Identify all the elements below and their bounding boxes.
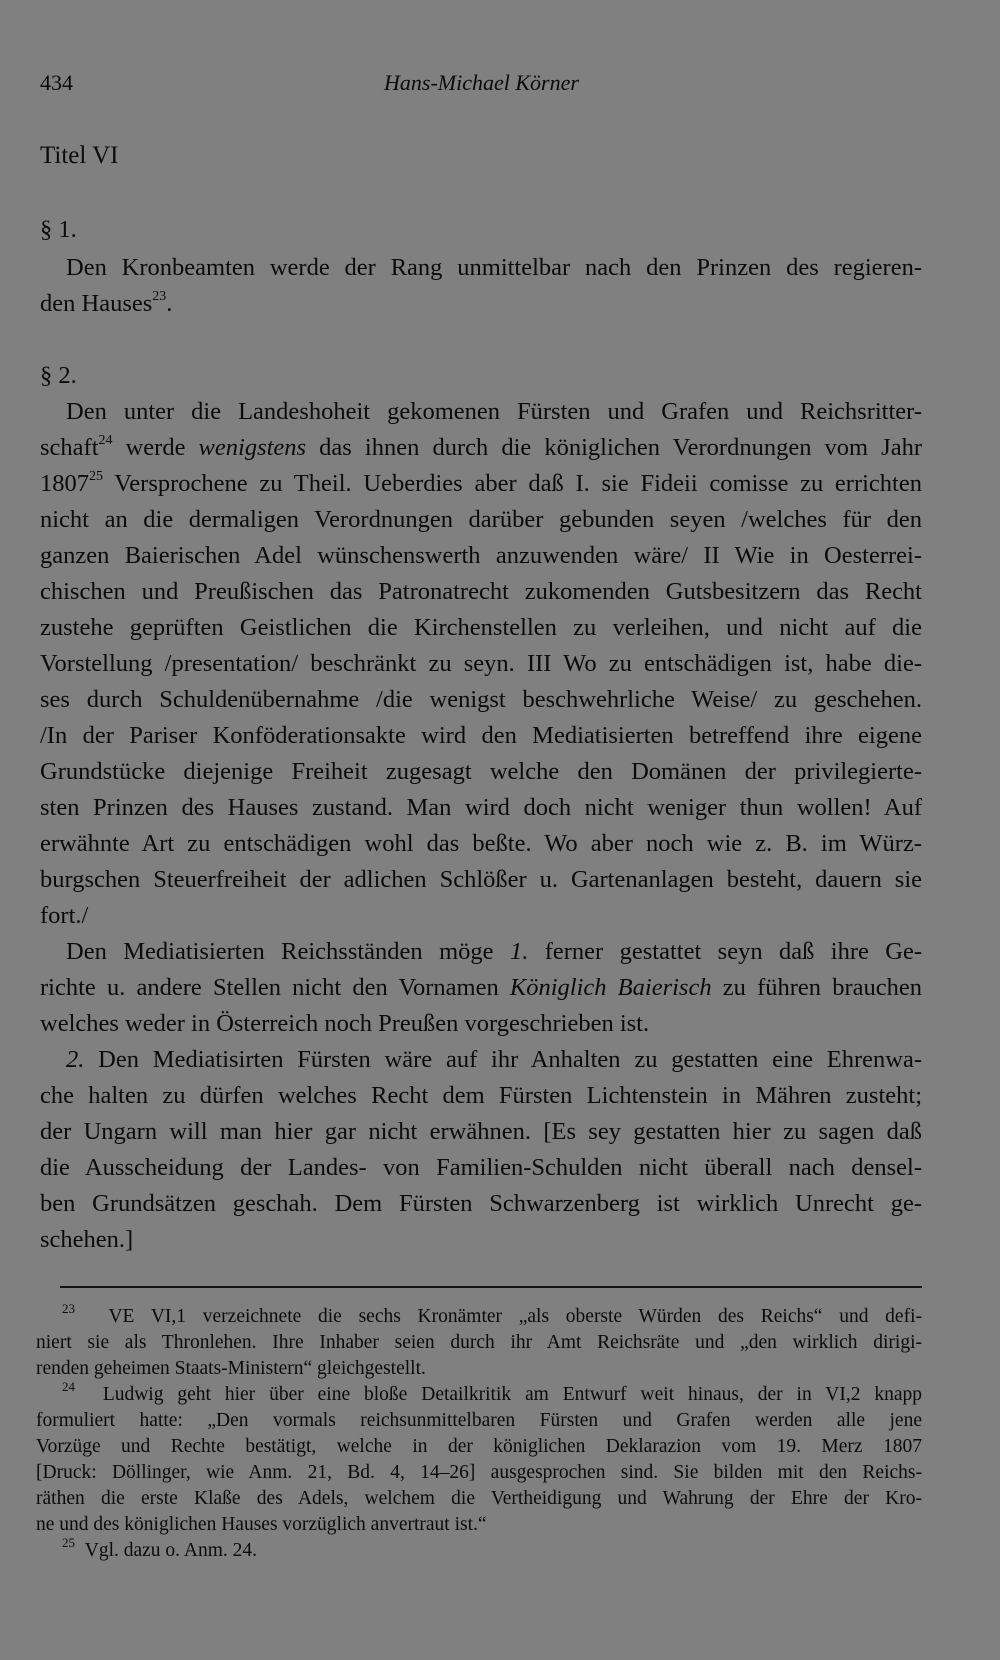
paragraph-line: die Ausscheidung der Landes- von Familien-Schulden nicht überall nach densel- xyxy=(40,1154,922,1181)
section-2-marker: § 2. xyxy=(40,362,77,389)
section-2-line: sten Prinzen des Hauses zustand. Man wird doch nicht weniger thun wollen! Auf xyxy=(40,794,922,821)
section-2-line: zustehe geprüften Geistlichen die Kirchenstellen zu verleihen, und nicht auf die xyxy=(40,614,922,641)
footnote-24-line: [Druck: Döllinger, wie Anm. 21, Bd. 4, 14–26] ausgesprochen sind. Sie bilden mit den Reichs- xyxy=(36,1462,922,1483)
footnote-24-line: formuliert hatte: „Den vormals reichsunmittelbaren Fürsten und Grafen werden alle jene xyxy=(36,1410,922,1431)
paragraph-line: schehen.] xyxy=(40,1226,134,1253)
running-header-author: Hans-Michael Körner xyxy=(384,70,579,95)
section-2-line: 1807$^{25}$ Versprochene zu Theil. Ueberdies aber daß I. sie Fideii comisse zu errichten xyxy=(40,469,922,497)
page-number: 434 xyxy=(40,70,73,95)
footnote-23-line: niert sie als Thronlehen. Ihre Inhaber seien durch ihr Amt Reichsräte und „den wirklich dirigi- xyxy=(36,1332,922,1353)
footnote-number-25: 25 xyxy=(62,1535,75,1550)
section-1-line: Den Kronbeamten werde der Rang unmittelbar nach den Prinzen des regieren- xyxy=(66,254,922,281)
section-2-line: ses durch Schuldenübernahme /die wenigst beschwehrliche Weise/ zu geschehen. xyxy=(40,686,922,713)
footnote-ref-25[interactable]: 25 xyxy=(89,469,103,484)
section-1-marker: § 1. xyxy=(40,216,77,243)
footnote-23-line: $^{23}$ VE VI,1 verzeichnete die sechs Kronämter „als oberste Würden des Reichs“ und defi- xyxy=(62,1301,922,1327)
footnote-number-23: 23 xyxy=(62,1301,75,1316)
paragraph-line: che halten zu dürfen welches Recht dem Fürsten Lichtenstein in Mähren zusteht; xyxy=(40,1082,922,1109)
section-2-line: erwähnte Art zu entschädigen wohl das beßte. Wo aber noch wie z. B. im Würz- xyxy=(40,830,922,857)
section-2-line: schaft$^{24}$ werde wenigstens das ihnen durch die königlichen Verordnungen vom Jahr xyxy=(40,433,923,461)
footnote-number-24: 24 xyxy=(62,1379,75,1394)
footnote-divider xyxy=(60,1286,922,1288)
footnote-24-line: Vorzüge und Rechte bestätigt, welche in der königlichen Deklarazion vom 19. Merz 1807 xyxy=(36,1436,922,1457)
section-2-line: burgschen Steuerfreiheit der adlichen Schlößer u. Gartenanlagen besteht, dauern sie xyxy=(40,866,922,893)
section-title: Titel VI xyxy=(40,142,119,169)
section-2-line: fort./ xyxy=(40,902,89,929)
paragraph-line: Den Mediatisierten Reichsständen möge 1. ferner gestattet seyn daß ihre Ge- xyxy=(66,938,922,965)
footnote-23-line: renden geheimen Staats-Ministern“ gleichgestellt. xyxy=(36,1358,426,1379)
section-2-line: /In der Pariser Konföderationsakte wird den Mediatisierten betreffend ihre eigene xyxy=(40,722,922,749)
section-2-line: chischen und Preußischen das Patronatrecht zukomenden Gutsbesitzern das Recht xyxy=(40,578,922,605)
section-2-line: nicht an die dermaligen Verordnungen darüber gebunden seyen /welches für den xyxy=(40,506,922,533)
footnote-24-line: räthen die erste Klaße des Adels, welchem die Vertheidigung und Wahrung der Ehre der Kro- xyxy=(36,1488,922,1509)
footnote-ref-24[interactable]: 24 xyxy=(98,433,113,448)
paragraph-line: richte u. andere Stellen nicht den Vornamen Königlich Baierisch zu führen brauchen xyxy=(40,974,922,1001)
footnote-24-line: $^{24}$ Ludwig geht hier über eine bloße Detailkritik am Entwurf weit hinaus, der in VI,2 knapp xyxy=(62,1379,923,1405)
footnote-24-line: ne und des königlichen Hauses vorzüglich anvertraut ist.“ xyxy=(36,1514,487,1535)
paragraph-line: der Ungarn will man hier gar nicht erwähnen. [Es sey gestatten hier zu sagen daß xyxy=(40,1118,922,1145)
paragraph-line: 2. Den Mediatisirten Fürsten wäre auf ihr Anhalten zu gestatten eine Ehrenwa- xyxy=(66,1046,922,1073)
section-2-line: Vorstellung /presentation/ beschränkt zu seyn. III Wo zu entschädigen ist, habe die- xyxy=(40,650,922,677)
footnote-25-line: $^{25}$ Vgl. dazu o. Anm. 24. xyxy=(62,1535,257,1561)
footnote-ref-23[interactable]: 23 xyxy=(152,289,167,304)
section-2-line: Den unter die Landeshoheit gekomenen Fürsten und Grafen und Reichsritter- xyxy=(66,398,922,425)
paragraph-line: ben Grundsätzen geschah. Dem Fürsten Schwarzenberg ist wirklich Unrecht ge- xyxy=(40,1190,922,1217)
section-2-line: Grundstücke diejenige Freiheit zugesagt welche den Domänen der privilegierte- xyxy=(40,758,922,785)
section-2-line: ganzen Baierischen Adel wünschenswerth anzuwenden wäre/ II Wie in Oesterrei- xyxy=(40,542,922,569)
section-1-line: den Hauses$^{23}$. xyxy=(40,289,173,317)
paragraph-line: welches weder in Österreich noch Preußen vorgeschrieben ist. xyxy=(40,1010,650,1037)
